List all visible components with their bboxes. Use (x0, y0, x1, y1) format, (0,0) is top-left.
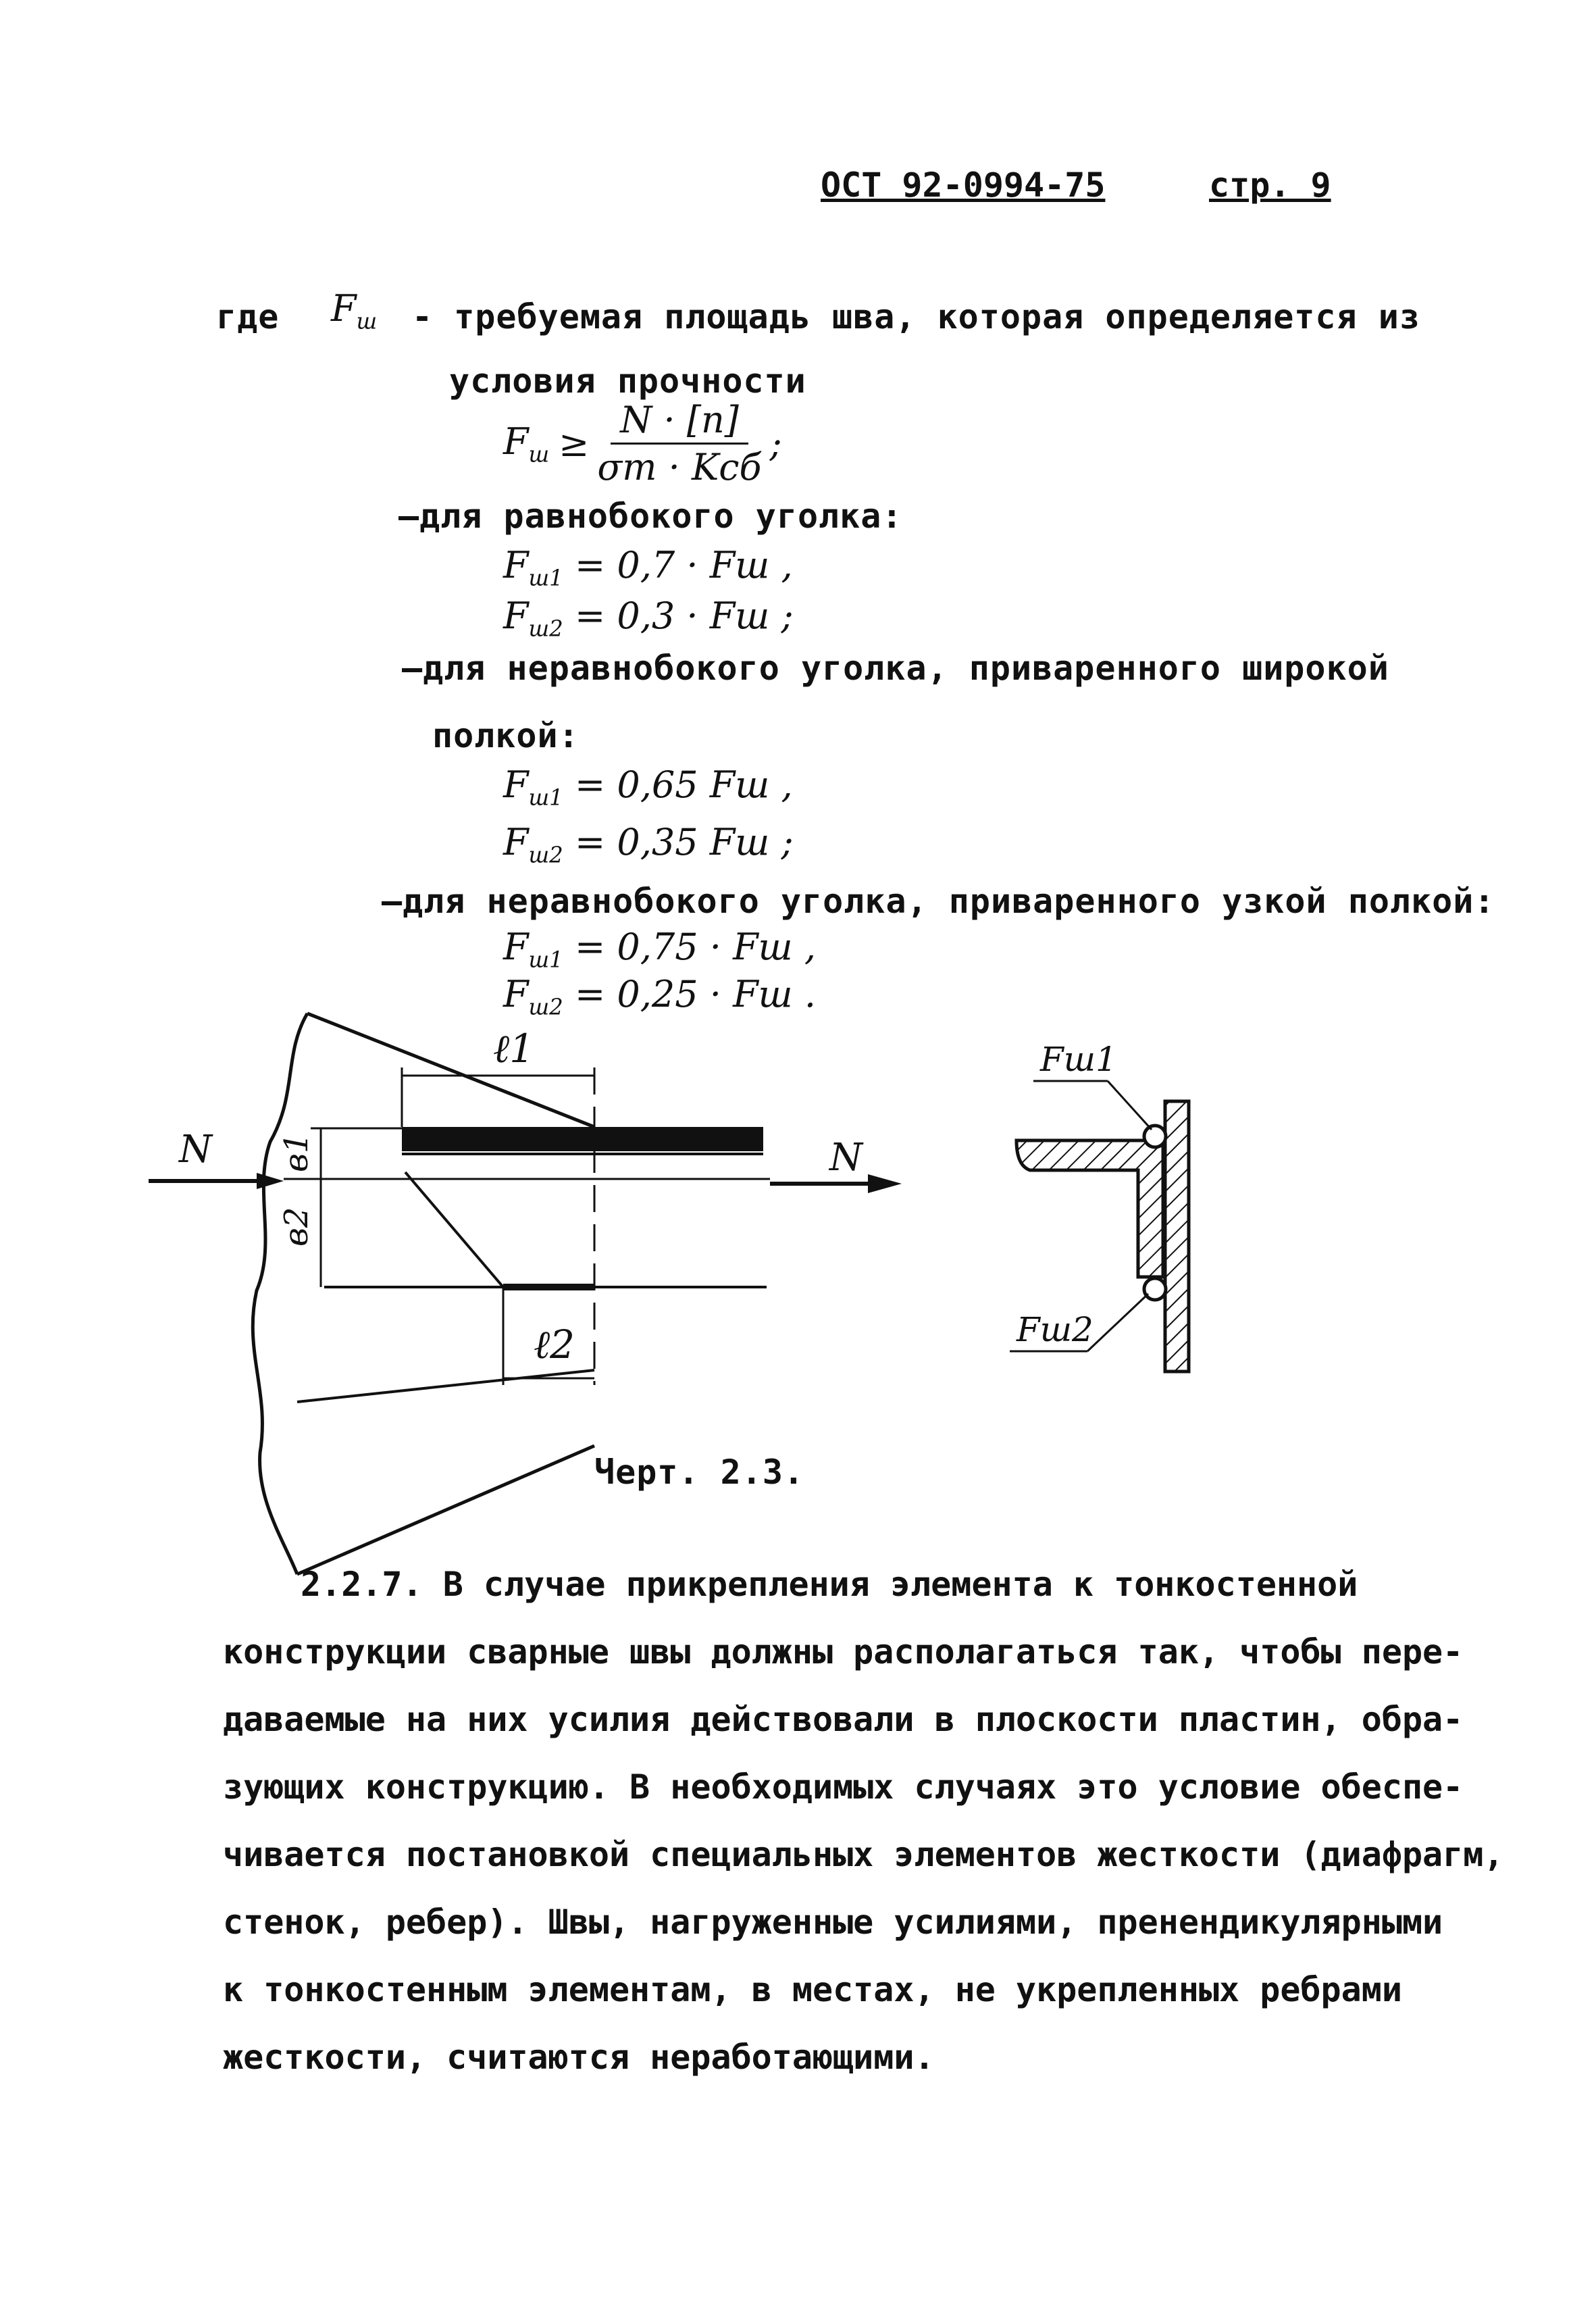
page-number: стр. 9 (1209, 166, 1331, 205)
formula-subscript: ш1 (528, 565, 563, 591)
formula-denominator: σт · Kсб (597, 446, 762, 488)
formula-end: ; (769, 422, 782, 465)
angle-end-diagonal (405, 1172, 503, 1287)
case-narrow-flange-label: –для неравнобокого уголка, приваренного узкой полкой: (382, 882, 1495, 921)
formula-subscript: ш2 (528, 842, 563, 868)
weld1-section (1144, 1126, 1166, 1147)
paragraph-line: 2.2.7. В случае прикрепления элемента к тонкостенной (301, 1565, 1358, 1604)
formula-numerator: N · [n] (611, 399, 748, 445)
formula-letter: F (503, 595, 529, 637)
weld2-leader-diag (1087, 1294, 1148, 1351)
weld2-section (1144, 1278, 1166, 1300)
formula-subscript: ш2 (528, 994, 563, 1020)
formula-rhs: = 0,7 · Fш , (574, 544, 793, 586)
b1-label: в1 (278, 1132, 315, 1172)
where-word: где (216, 297, 280, 336)
section-wall (1165, 1101, 1189, 1372)
force-left-label: N (179, 1128, 212, 1172)
case-equal-angle-label: –для равнобокого уголка: (398, 497, 903, 536)
formula-rhs: = 0,65 Fш , (574, 763, 793, 806)
b2-label: в2 (278, 1207, 315, 1247)
l1-label: ℓ1 (493, 1026, 535, 1072)
paragraph-line: чивается постановкой специальных элементов жесткости (диафрагм, (223, 1835, 1504, 1874)
formula-letter: F (503, 926, 529, 968)
force-right-arrowhead (868, 1174, 902, 1193)
force-left-arrowhead (257, 1173, 284, 1189)
paragraph-line: к тонкостенным элементам, в местах, не укрепленных ребрами (223, 1970, 1402, 2009)
symbol-subscript: ш (356, 308, 378, 334)
symbol-letter: F (331, 287, 357, 330)
formula-rhs: = 0,35 Fш ; (574, 821, 794, 863)
formula-relation: ≥ (559, 422, 590, 465)
formula-rhs: = 0,75 · Fш , (574, 926, 817, 968)
formula-subscript: ш1 (528, 784, 563, 811)
plate-break-line (253, 1013, 307, 1574)
definition-text: - требуемая площадь шва, которая определяется из (412, 297, 1420, 336)
weld2-label: Fш2 (1016, 1310, 1093, 1349)
plate-edge-bottom (297, 1370, 594, 1402)
paragraph-line: конструкции сварные швы должны располагаться так, чтобы пере- (223, 1632, 1464, 1671)
definition-continuation: условия прочности (449, 361, 806, 401)
plate-edge-top (307, 1013, 594, 1127)
formula-letter: F (503, 821, 529, 863)
case-wide-flange-label: –для неравнобокого уголка, приваренного широкой (402, 649, 1389, 688)
formula-letter: F (503, 544, 529, 586)
weld1-leader-diag (1108, 1081, 1152, 1130)
formula-subscript: ш2 (528, 615, 563, 642)
figure-caption: Черт. 2.3. (594, 1453, 805, 1492)
paragraph-2-2-7 (223, 1551, 1506, 2091)
formula-lhs-subscript: ш (528, 441, 550, 468)
force-right-label: N (829, 1136, 863, 1180)
formula-letter: F (503, 973, 529, 1015)
paragraph-line: стенок, ребер). Швы, нагруженные усилиями, пренендикулярными (223, 1903, 1443, 1942)
paragraph-line: жесткости, считаются неработающими. (223, 2038, 935, 2077)
section-angle (1016, 1132, 1163, 1277)
document-number: ОСТ 92-0994-75 (821, 166, 1106, 205)
formula-letter: F (503, 763, 529, 806)
paragraph-line: зующих конструкцию. В необходимых случаях это условие обеспе- (223, 1767, 1464, 1807)
paragraph-line: даваемые на них усилия действовали в плоскости пластин, обра- (223, 1700, 1464, 1739)
l2-label: ℓ2 (534, 1322, 575, 1367)
weld1-label: Fш1 (1040, 1040, 1117, 1079)
formula-rhs: = 0,3 · Fш ; (574, 595, 794, 637)
formula-subscript: ш1 (528, 947, 563, 973)
case-wide-flange-label-cont: полкой: (432, 716, 580, 755)
formula-lhs-letter: F (503, 420, 529, 463)
formula-rhs: = 0,25 · Fш . (574, 973, 817, 1015)
angle-flange (402, 1127, 763, 1151)
